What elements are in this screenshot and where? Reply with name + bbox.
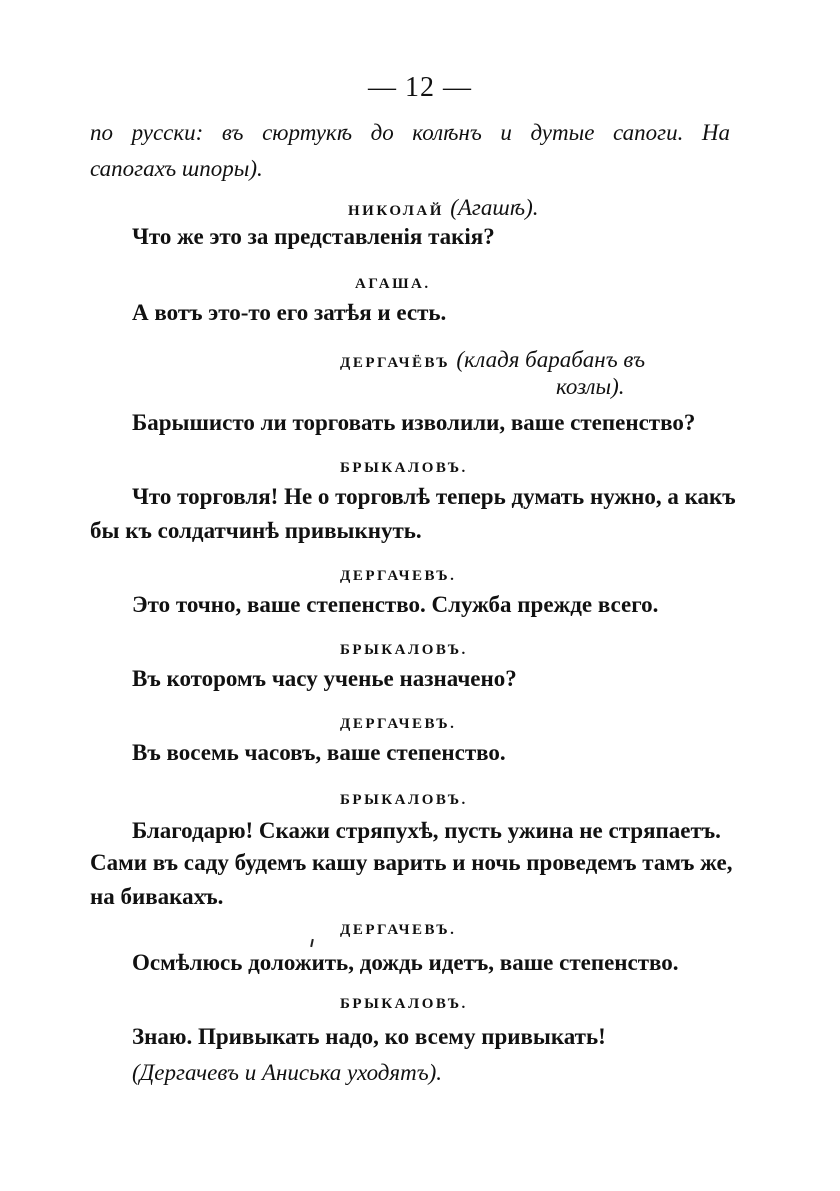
dialogue-line: Осмѣлюсь доложить, дождь идетъ, ваше степенство.	[132, 950, 679, 975]
speaker-name: ДЕРГАЧЕВЪ.	[340, 568, 457, 584]
speaker-name: ДЕРГАЧЕВЪ.	[340, 716, 457, 732]
dialogue-line: Что же это за представленія такія?	[132, 224, 495, 249]
speaker-name: БРЫКАЛОВЪ.	[340, 642, 468, 658]
speaker-name: АГАША.	[355, 276, 431, 292]
speaker-name: БРЫКАЛОВЪ.	[340, 996, 468, 1012]
dialogue-line: Барышисто ли торговать изволили, ваше степенство?	[132, 410, 696, 435]
dialogue-line: Знаю. Привыкать надо, ко всему привыкать!	[132, 1024, 606, 1049]
speaker-name: БРЫКАЛОВЪ.	[340, 792, 468, 808]
stage-direction: (Дергачевъ и Аниська уходятъ).	[132, 1060, 443, 1085]
speaker-name: ДЕРГАЧЕВЪ.	[340, 922, 457, 938]
dialogue-line: А вотъ это-то его затѣя и есть.	[132, 300, 447, 325]
dialogue-line: Что торговля! Не о торговлѣ теперь думать нужно, а какъ	[132, 484, 736, 509]
speaker-name: ДЕРГАЧЁВЪ	[340, 355, 451, 371]
page-number: — 12 —	[368, 72, 472, 103]
dialogue-line: Въ которомъ часу ученье назначено?	[132, 666, 517, 691]
dialogue-line: Благодарю! Скажи стряпухѣ, пусть ужина не стряпаетъ.	[132, 818, 721, 843]
dialogue-line: Сами въ саду будемъ кашу варить и ночь проведемъ тамъ же,	[90, 850, 733, 875]
speaker-heading	[340, 348, 645, 375]
speaker-name: БРЫКАЛОВЪ.	[340, 460, 468, 476]
dialogue-line: бы къ солдатчинѣ привыкнуть.	[90, 518, 422, 543]
speaker-name: НИКОЛАЙ	[348, 203, 444, 219]
intro-line-1: по русски: въ сюртукѣ до колѣнъ и дутые сапоги. На	[90, 120, 730, 145]
dialogue-line: Это точно, ваше степенство. Служба прежде всего.	[132, 592, 659, 617]
stage-direction-cont: козлы).	[556, 374, 625, 399]
stage-direction: (Агашѣ).	[450, 195, 539, 220]
stage-direction: (кладя барабанъ въ	[456, 347, 646, 372]
speaker-heading	[348, 196, 538, 223]
dialogue-line: на бивакахъ.	[90, 884, 224, 909]
dialogue-line: Въ восемь часовъ, ваше степенство.	[132, 740, 506, 765]
intro-line-2: сапогахъ шпоры).	[90, 156, 263, 181]
ink-mark	[310, 939, 314, 947]
